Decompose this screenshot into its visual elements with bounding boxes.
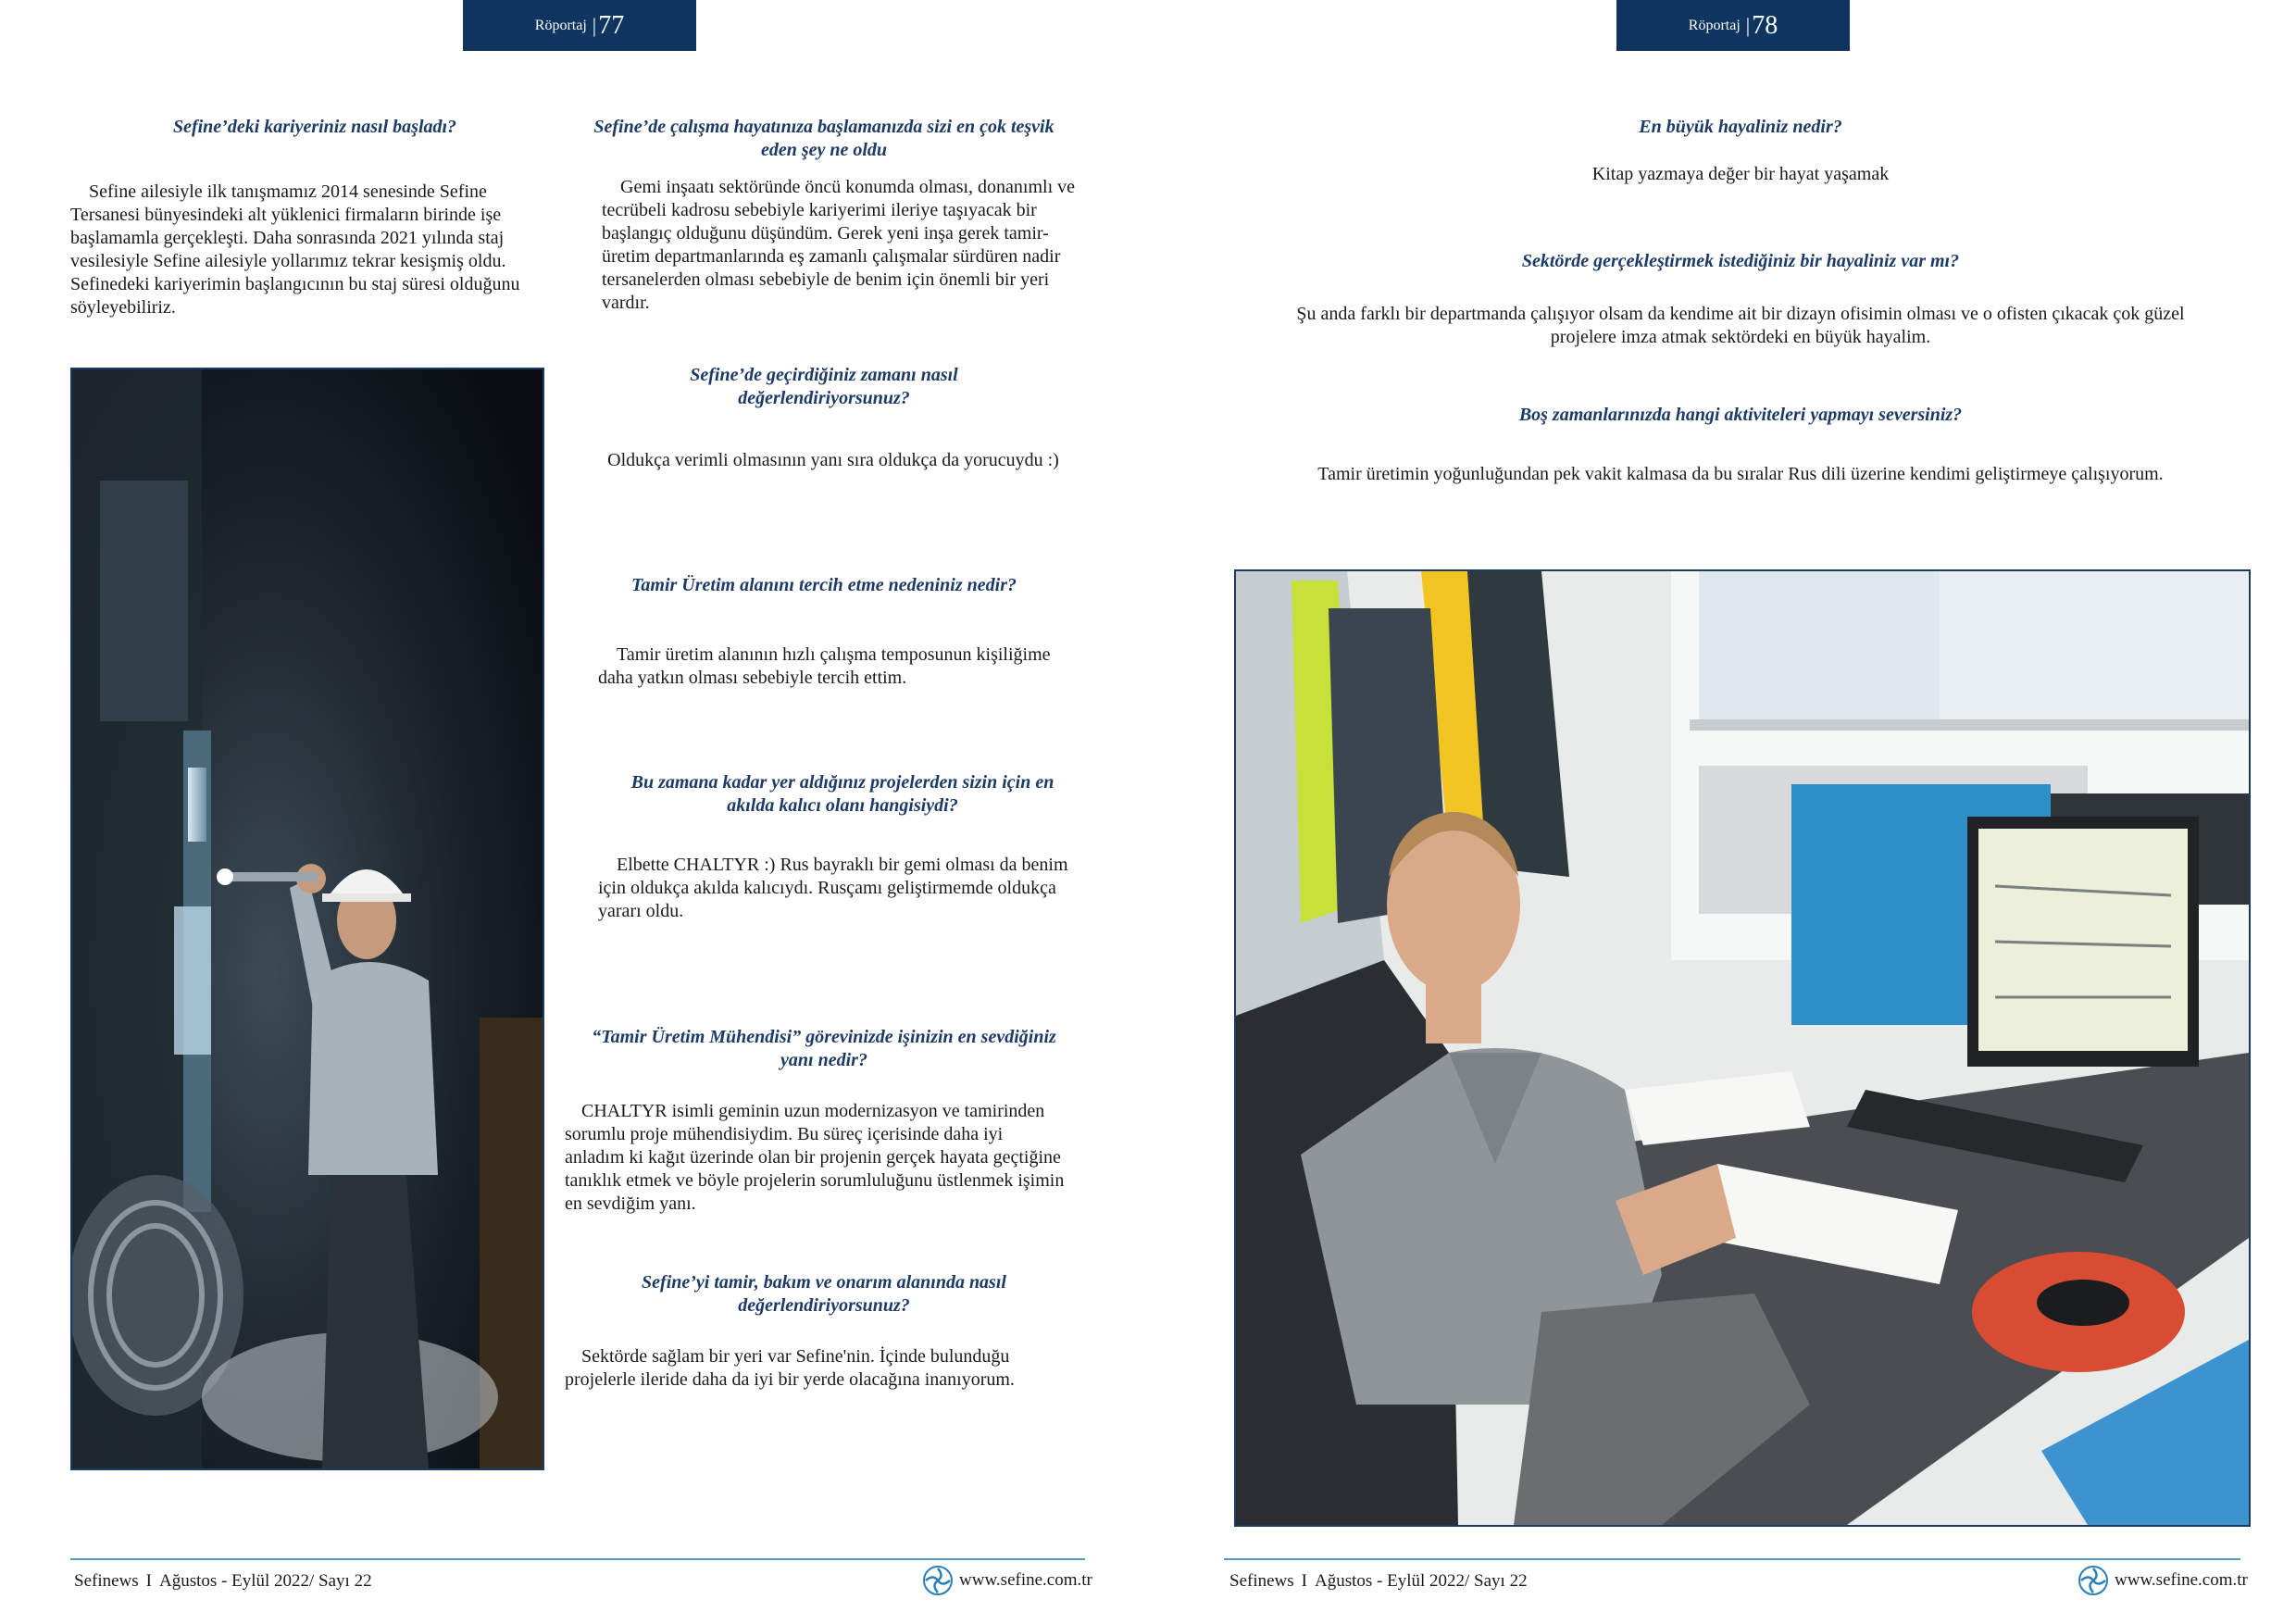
question-heading: Sefine’yi tamir, bakım ve onarım alanında nasıl değerlendiriyorsunuz?	[642, 1272, 1006, 1316]
section-label: Röportaj	[534, 17, 587, 33]
sefine-logo-icon	[922, 1565, 954, 1596]
photo-engineer-desk	[1234, 569, 2251, 1527]
question-heading: Boş zamanlarınızda hangi aktiviteleri yapmayı seversiniz?	[1518, 405, 1963, 425]
tab-separator: |	[592, 13, 597, 37]
sefine-logo-icon	[2078, 1565, 2109, 1596]
question-heading: “Tamir Üretim Mühendisi” görevinizde işinizin en sevdiğiniz yanı nedir?	[592, 1027, 1056, 1070]
answer-text: Gemi inşaatı sektöründe öncü konumda olması, donanımlı ve tecrübeli kadrosu sebebiyle kariyerimi ileriye taşıyacak bir başlangıç olduğunu düşündüm. Gerek yeni inşa gerek tamir-üretim departmanlarında eş zamanlı çalışmalar sürdüren nadir tersanelerden olması sebebiyle de benim için önemli bir yeri vardır.	[602, 177, 1076, 313]
footer-issue	[74, 1571, 372, 1592]
page-number: 78	[1752, 10, 1778, 40]
answer-text: Oldukça verimli olmasının yanı sıra oldukça da yorucuydu :)	[607, 450, 1059, 470]
section-label: Röportaj	[1688, 17, 1741, 33]
footer-rule	[70, 1558, 1085, 1560]
answer-text: Kitap yazmaya değer bir hayat yaşamak	[1591, 164, 1890, 184]
answer-text: Tamir üretim alanının hızlı çalışma temposunun kişiliğime daha yatkın olması sebebiyle tercih ettim.	[598, 644, 1051, 688]
page-tab-left	[463, 0, 696, 51]
footer-rule	[1224, 1558, 2240, 1560]
answer-text: Elbette CHALTYR :) Rus bayraklı bir gemi olması da benim için oldukça akılda kalıcıydı. Rusçamı geliştirmemde oldukça yararı oldu.	[598, 855, 1068, 921]
photo-worker-flashlight	[70, 368, 544, 1470]
footer-website[interactable]	[2078, 1565, 2248, 1596]
footer-issue	[1229, 1571, 1528, 1592]
answer-text: Tamir üretimin yoğunluğundan pek vakit kalmasa da bu sıralar Rus dili üzerine kendimi geliştirmeye çalışıyorum.	[1317, 464, 2164, 484]
question-heading: Tamir Üretim alanını tercih etme nedeniniz nedir?	[631, 575, 1017, 595]
question-heading: Sektörde gerçekleştirmek istediğiniz bir hayaliniz var mı?	[1521, 251, 1960, 271]
website-link[interactable]: www.sefine.com.tr	[959, 1570, 1092, 1590]
question-heading: En büyük hayaliniz nedir?	[1639, 117, 1842, 137]
answer-text: Sefine ailesiyle ilk tanışmamız 2014 senesinde Sefine Tersanesi bünyesindeki alt yüklenici firmaların birinde işe başlamamla gerçekleşti. Daha sonrasında 2021 yılında staj vesilesiyle Sefine ailesiyle yollarımız tekrar kesişmiş oldu. Sefinedeki kariyerimin başlangıcının bu staj süresi olduğunu söyleyebiliriz.	[70, 181, 520, 318]
page-number: 77	[598, 10, 625, 40]
question-heading: Sefine’de çalışma hayatınıza başlamanızda sizi en çok teşvik eden şey ne oldu	[593, 117, 1054, 160]
footer-separator: I	[1301, 1571, 1307, 1591]
answer-text: CHALTYR isimli geminin uzun modernizasyon ve tamirinden sorumlu proje mühendisiydim. Bu süreç içerisinde daha iyi anladım ki kağıt üzerinde olan bir projenin gerçek hayata geçtiğine tanıklık etmek ve böyle projelerin sorumluluğunu üstlenmek işimin en sevdiğim yanı.	[565, 1101, 1065, 1214]
footer-website[interactable]	[922, 1565, 1092, 1596]
page-tab-right	[1616, 0, 1850, 51]
issue-info: Ağustos - Eylül 2022/ Sayı 22	[1314, 1571, 1528, 1591]
answer-text: Sektörde sağlam bir yeri var Sefine'nin. İçinde bulunduğu projelerle ileride daha da iyi bir yerde olacağına inanıyorum.	[565, 1346, 1015, 1390]
question-heading: Bu zamana kadar yer aldığınız projelerden sizin için en akılda kalıcı olanı hangisiydi?	[630, 772, 1054, 816]
answer-text: Şu anda farklı bir departmanda çalışıyor olsam da kendime ait bir dizayn ofisimin olması ve o ofisten çıkacak çok güzel projelere imza atmak sektördeki en büyük hayalim.	[1296, 304, 2185, 347]
magazine-name: Sefinews	[1229, 1571, 1294, 1591]
website-link[interactable]: www.sefine.com.tr	[2115, 1570, 2248, 1590]
question-heading: Sefine’deki kariyeriniz nasıl başladı?	[172, 117, 457, 137]
issue-info: Ağustos - Eylül 2022/ Sayı 22	[158, 1571, 372, 1591]
footer-separator: I	[145, 1571, 152, 1591]
magazine-name: Sefinews	[74, 1571, 139, 1591]
tab-separator: |	[1745, 13, 1751, 37]
question-heading: Sefine’de geçirdiğiniz zamanı nasıl değerlendiriyorsunuz?	[690, 365, 958, 408]
